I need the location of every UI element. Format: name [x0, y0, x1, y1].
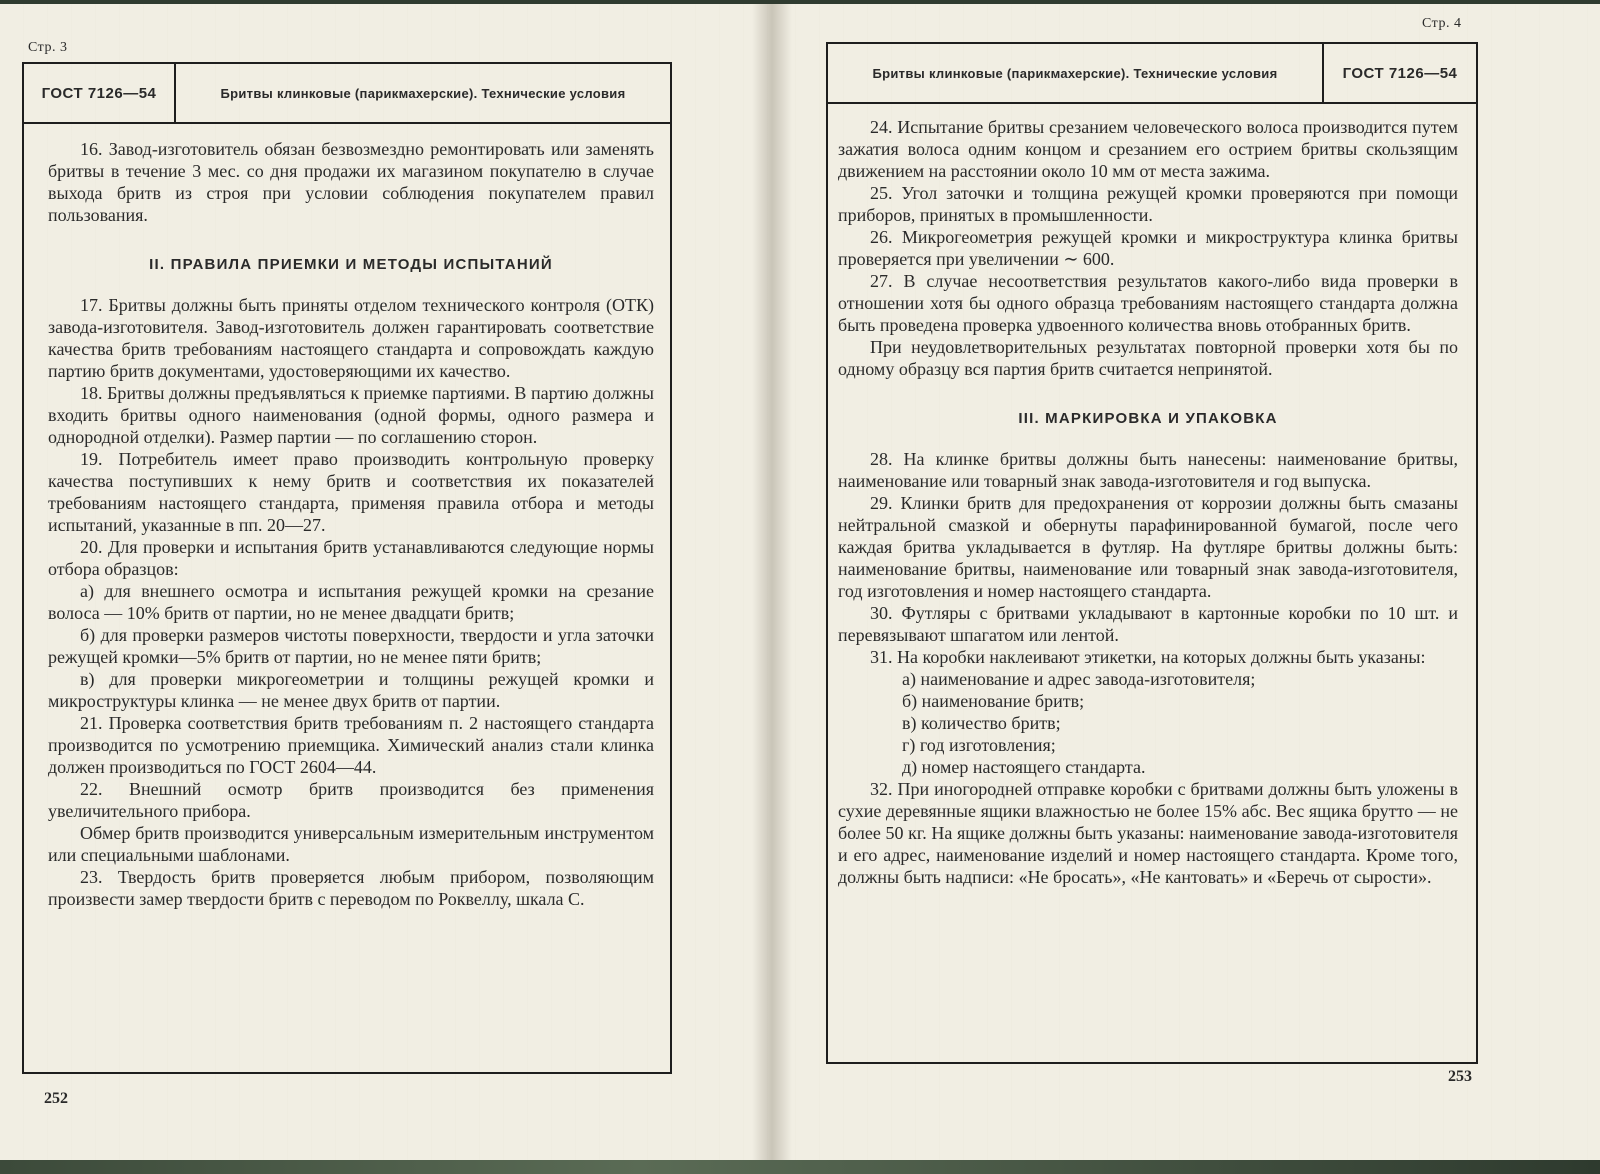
left-page: [0, 4, 772, 1164]
section-title-3: III. МАРКИРОВКА И УПАКОВКА: [1018, 410, 1278, 427]
left-page-body: [24, 124, 670, 910]
clause-21: 21. Проверка соответствия бритв требованиям п. 2 настоящего стандарта производится по усмотрению приемщика. Химический анализ стали клинка должен производиться по ГОСТ 2604—44.: [48, 713, 654, 777]
list-item: а) наименование и адрес завода-изготовителя;: [902, 669, 1256, 689]
clause-24: 24. Испытание бритвы срезанием человеческого волоса производится путем зажатия волоса одним концом и срезанием его острием бритвы скользящим движением на расстоянии около 10 мм от места зажима.: [838, 117, 1458, 181]
left-page-number: 252: [44, 1090, 68, 1107]
right-page-frame: [826, 42, 1478, 1064]
right-page: [772, 4, 1600, 1164]
clause-27: 27. В случае несоответствия результатов какого-либо вида проверки в отношении хотя бы одного образца требованиям настоящего стандарта должна быть проведена проверка удвоенного количества вновь отобранных бритв.: [838, 271, 1458, 335]
clause-22-measure: Обмер бритв производится универсальным измерительным инструментом или специальными шаблонами.: [48, 823, 654, 865]
left-page-header: [24, 64, 670, 124]
list-item: в) количество бритв;: [902, 713, 1061, 733]
left-page-label: Стр. 3: [28, 40, 68, 55]
right-page-body: [828, 104, 1476, 888]
clause-29: 29. Клинки бритв для предохранения от коррозии должны быть смазаны нейтральной смазкой и обернуты парафинированной бумагой, после чего каждая бритва укладывается в футляр. На футляре бритвы должны быть: наименование бритвы, наименование или товарный знак завода-изготовителя, год изготовления и номер настоящего стандарта.: [838, 493, 1458, 601]
clause-28: 28. На клинке бритвы должны быть нанесены: наименование бритвы, наименование или товарный знак завода-изготовителя и год выпуска.: [838, 449, 1458, 491]
clause-22: 22. Внешний осмотр бритв производится без применения увеличительного прибора.: [48, 779, 654, 821]
list-item: б) наименование бритв;: [902, 691, 1085, 711]
list-item: д) номер настоящего стандарта.: [902, 757, 1146, 777]
clause-19: 19. Потребитель имеет право производить контрольную проверку качества поступивших к нему бритв и соответствия их показателей требованиям настоящего стандарта, применяя правила отбора и методы испытаний, указанные в пп. 20—27.: [48, 449, 654, 535]
clause-30: 30. Футляры с бритвами укладывают в картонные коробки по 10 шт. и перевязывают шпагатом или лентой.: [838, 603, 1458, 645]
book-cover-edge: [0, 1160, 1600, 1174]
clause-26: 26. Микрогеометрия режущей кромки и микроструктура клинка бритвы проверяется при увеличении ∼ 600.: [838, 227, 1458, 269]
clause-20-v: в) для проверки микрогеометрии и толщины режущей кромки и микроструктуры клинка — не менее двух бритв от партии.: [48, 669, 654, 711]
gost-number: ГОСТ 7126—54: [1342, 64, 1458, 82]
right-page-header: [828, 44, 1476, 104]
clause-32: 32. При иногородней отправке коробки с бритвами должны быть уложены в сухие деревянные ящики влажностью не более 15% абс. Вес ящика брутто — не более 50 кг. На ящике должны быть указаны: наименование завода-изготовителя и его адрес, наименование изделий и номер настоящего стандарта. Кроме того, должны быть надписи: «Не бросать», «Не кантовать» и «Беречь от сырости».: [838, 779, 1458, 887]
gost-number: ГОСТ 7126—54: [24, 64, 176, 122]
document-title: Бритвы клинковые (парикмахерские). Технические условия: [828, 44, 1324, 102]
right-page-number: 253: [1448, 1068, 1472, 1085]
list-item: г) год изготовления;: [902, 735, 1056, 755]
clause-20-a: а) для внешнего осмотра и испытания режущей кромки на срезание волоса — 10% бритв от партии, но не менее двадцати бритв;: [48, 581, 654, 623]
clause-31: 31. На коробки наклеивают этикетки, на которых должны быть указаны:: [870, 647, 1426, 667]
clause-17: 17. Бритвы должны быть приняты отделом технического контроля (ОТК) завода-изготовителя. Завод-изготовитель должен гарантировать соответствие качества бритв требованиям настоящего стандарта и сопровождать каждую партию бритв документами, удостоверяющими их качество.: [48, 295, 654, 381]
clause-20: 20. Для проверки и испытания бритв устанавливаются следующие нормы отбора образцов:: [48, 537, 654, 579]
document-title: Бритвы клинковые (парикмахерские). Технические условия: [220, 85, 626, 101]
clause-20-b: б) для проверки размеров чистоты поверхности, твердости и угла заточки режущей кромки—5% бритв от партии, но не менее пяти бритв;: [48, 625, 654, 667]
clause-16: 16. Завод-изготовитель обязан безвозмездно ремонтировать или заменять бритвы в течение 3 мес. со дня продажи их магазином покупателю в случае выхода бритв из строя при условии соблюдения покупателем правил пользования.: [48, 139, 654, 225]
left-page-frame: [22, 62, 672, 1074]
clause-18: 18. Бритвы должны предъявляться к приемке партиями. В партию должны входить бритвы одного наименования (одной формы, одного размера и однородной отделки). Размер партии — по соглашению сторон.: [48, 383, 654, 447]
right-page-label: Стр. 4: [1422, 16, 1462, 31]
section-title-2: II. ПРАВИЛА ПРИЕМКИ И МЕТОДЫ ИСПЫТАНИЙ: [149, 256, 553, 273]
label-requirements-list: [838, 668, 1458, 778]
clause-27-repeat: При неудовлетворительных результатах повторной проверки хотя бы по одному образцу вся партия бритв считается непринятой.: [838, 337, 1458, 379]
clause-25: 25. Угол заточки и толщина режущей кромки проверяются при помощи приборов, принятых в промышленности.: [838, 183, 1458, 225]
clause-23: 23. Твердость бритв проверяется любым прибором, позволяющим произвести замер твердости бритв с переводом по Роквеллу, шкала С.: [48, 867, 654, 909]
